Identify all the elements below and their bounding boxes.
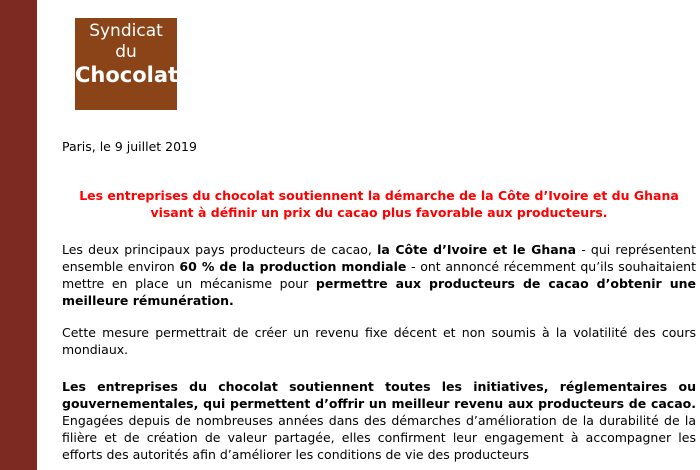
headline xyxy=(62,187,696,221)
p3-bold-1: Les entreprises du chocolat soutiennent toutes les initiatives, réglementaires ou gouvernementales, qui permettent d’offrir un meilleur revenu aux producteurs de cacao. xyxy=(62,379,696,411)
paragraph-3 xyxy=(62,378,696,463)
document-date: Paris, le 9 juillet 2019 xyxy=(62,139,197,154)
p1-bold-1: la Côte d’Ivoire et le Ghana xyxy=(377,242,577,257)
logo-line-2: du xyxy=(115,42,137,62)
logo-line-1: Syndicat xyxy=(89,21,163,41)
headline-line-1: Les entreprises du chocolat soutiennent la démarche de la Côte d’Ivoire et du Ghana xyxy=(79,188,679,203)
paragraph-1 xyxy=(62,241,696,309)
p1-text-1: Les deux principaux pays producteurs de cacao, xyxy=(62,242,378,257)
p3-text-1: Engagées depuis de nombreuses années dans des démarches d’amélioration de la durabilité de la filière et de création de valeur partagée, elles confirment leur engagement à accompagner les efforts des autorités afin d’améliorer les conditions de vie des producteurs xyxy=(62,413,696,462)
sidebar-band xyxy=(0,0,37,470)
p1-text-3: - ont annoncé récemment qu’ils souhaitaient mettre en place un mécanisme pour xyxy=(62,259,696,291)
headline-line-2: visant à définir un prix du cacao plus favorable aux producteurs. xyxy=(150,205,608,220)
logo-line-3: Chocolat xyxy=(75,63,179,87)
p1-text-2: - qui représentent ensemble environ xyxy=(62,242,696,274)
p1-bold-3: permettre aux producteurs de cacao d’obtenir une meilleure rémunération. xyxy=(62,276,696,308)
syndicat-du-chocolat-logo xyxy=(75,18,177,110)
p1-bold-2: 60 % de la production mondiale xyxy=(179,259,407,274)
paragraph-2: Cette mesure permettrait de créer un revenu fixe décent et non soumis à la volatilité des cours mondiaux. xyxy=(62,325,696,357)
